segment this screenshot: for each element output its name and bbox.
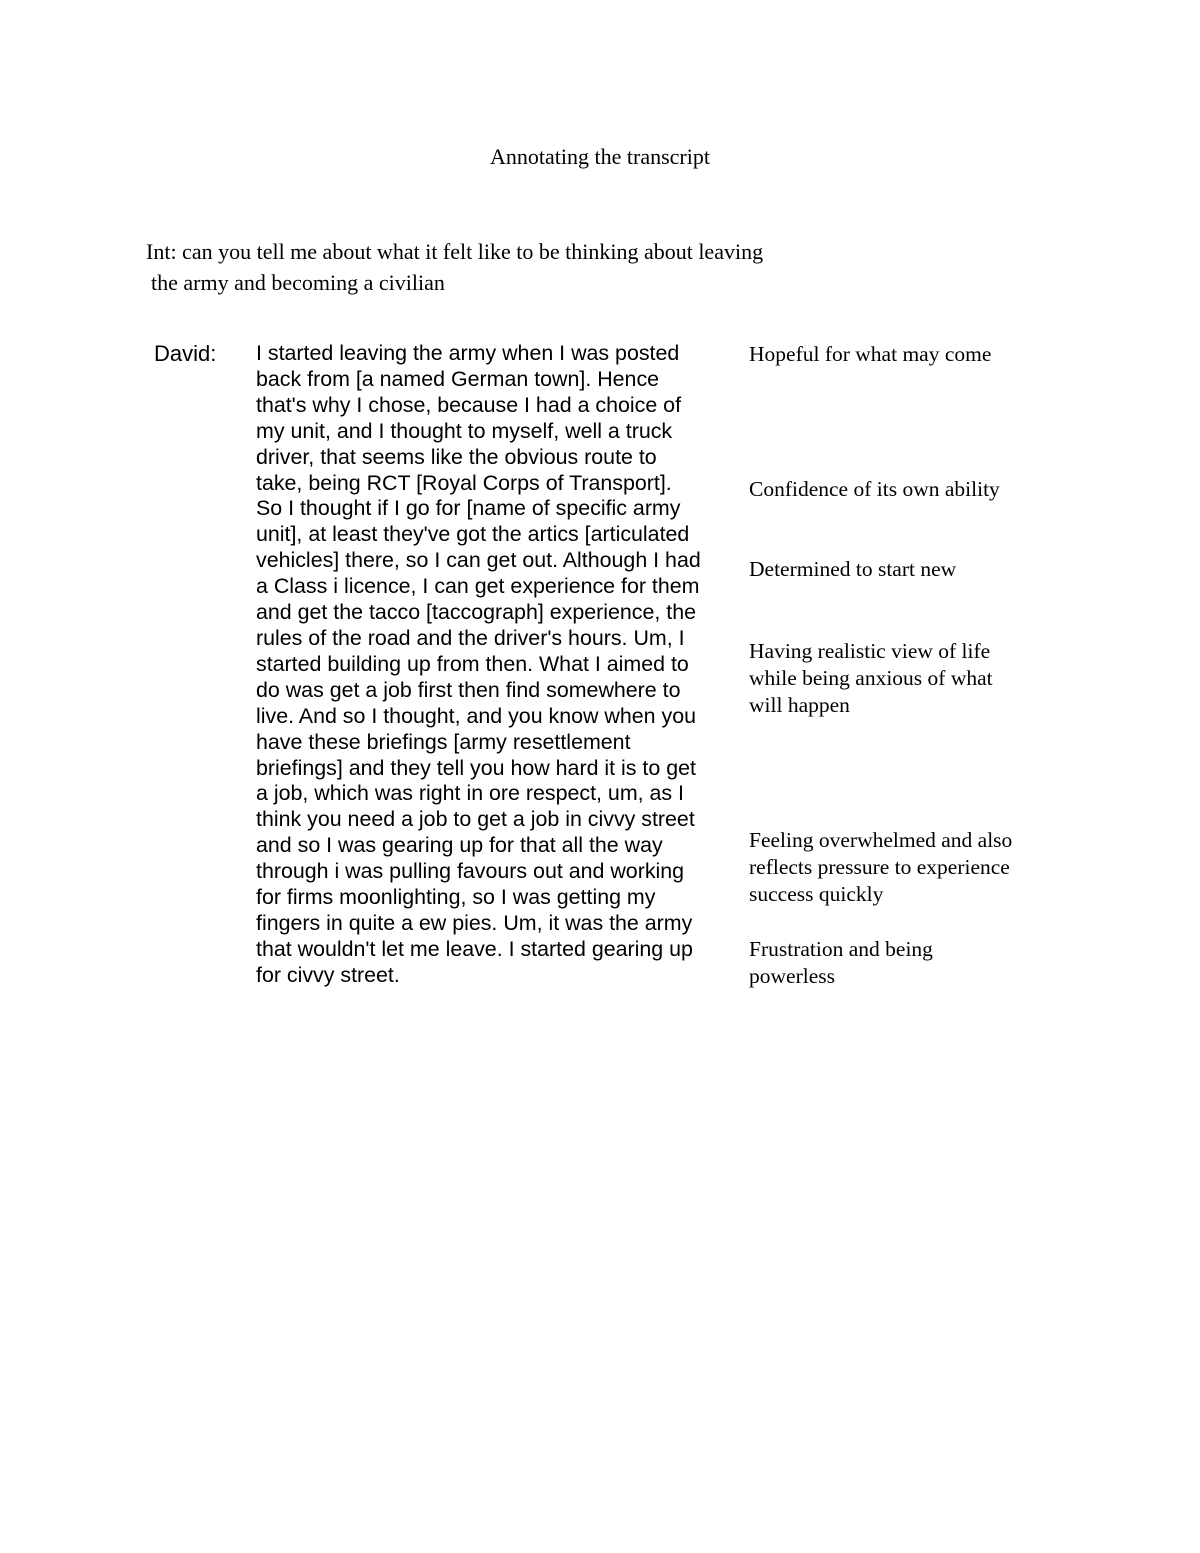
response-line: for firms moonlighting, so I was getting my [256, 885, 656, 910]
annotation-line: Feeling overwhelmed and also [749, 828, 1013, 852]
response-line: for civvy street. [256, 962, 400, 987]
response-line: briefings] and they tell you how hard it is to get [256, 755, 696, 780]
annotation-line: success quickly [749, 882, 884, 906]
response-line: that wouldn't let me leave. I started gearing up [256, 936, 693, 961]
response-line: So I thought if I go for [name of specific army [256, 496, 681, 521]
interviewer-question [146, 236, 846, 298]
annotation-note [749, 556, 1069, 583]
question-line: Int: can you tell me about what it felt like to be thinking about leaving [146, 239, 764, 264]
annotation-line: will happen [749, 693, 850, 717]
response-line: unit], at least they've got the artics [articulated [256, 522, 690, 547]
response-line: that's why I chose, because I had a choice of [256, 392, 682, 417]
response-line: and so I was gearing up for that all the way [256, 833, 663, 858]
page-title: Annotating the transcript [490, 144, 710, 169]
annotation-line: Determined to start new [749, 557, 957, 581]
transcript-response [256, 341, 736, 989]
response-line: through i was pulling favours out and working [256, 859, 685, 884]
response-line: live. And so I thought, and you know when you [256, 703, 696, 728]
annotation-line: powerless [749, 964, 835, 988]
response-line: vehicles] there, so I can get out. Although I had [256, 548, 701, 573]
response-line: take, being RCT [Royal Corps of Transport]. [256, 470, 672, 495]
response-line: think you need a job to get a job in civvy street [256, 807, 695, 832]
annotation-line: Having realistic view of life [749, 639, 991, 663]
annotation-line: while being anxious of what [749, 666, 993, 690]
annotation-note [749, 476, 1069, 503]
speaker-label: David: [154, 341, 217, 366]
annotation-note [749, 827, 1069, 908]
annotation-note [749, 638, 1069, 719]
response-line: fingers in quite a ew pies. Um, it was the army [256, 910, 693, 935]
response-line: started building up from then. What I aimed to [256, 651, 689, 676]
annotation-line: reflects pressure to experience [749, 855, 1010, 879]
question-line: the army and becoming a civilian [151, 270, 445, 295]
response-line: a job, which was right in ore respect, um, as I [256, 781, 685, 806]
response-line: a Class i licence, I can get experience for them [256, 574, 700, 599]
response-line: driver, that seems like the obvious route to [256, 444, 657, 469]
response-line: my unit, and I thought to myself, well a truck [256, 418, 673, 443]
response-line: back from [a named German town]. Hence [256, 366, 660, 391]
response-line: rules of the road and the driver's hours. Um, I [256, 625, 685, 650]
response-line: I started leaving the army when I was posted [256, 341, 680, 365]
annotation-line: Frustration and being [749, 937, 933, 961]
annotation-line: Hopeful for what may come [749, 342, 992, 366]
annotation-note [749, 936, 1069, 990]
annotation-note [749, 341, 1069, 368]
response-line: and get the tacco [taccograph] experience, the [256, 600, 696, 625]
annotation-line: Confidence of its own ability [749, 477, 1000, 501]
response-line: do was get a job first then find somewhere to [256, 677, 681, 702]
response-line: have these briefings [army resettlement [256, 729, 631, 754]
